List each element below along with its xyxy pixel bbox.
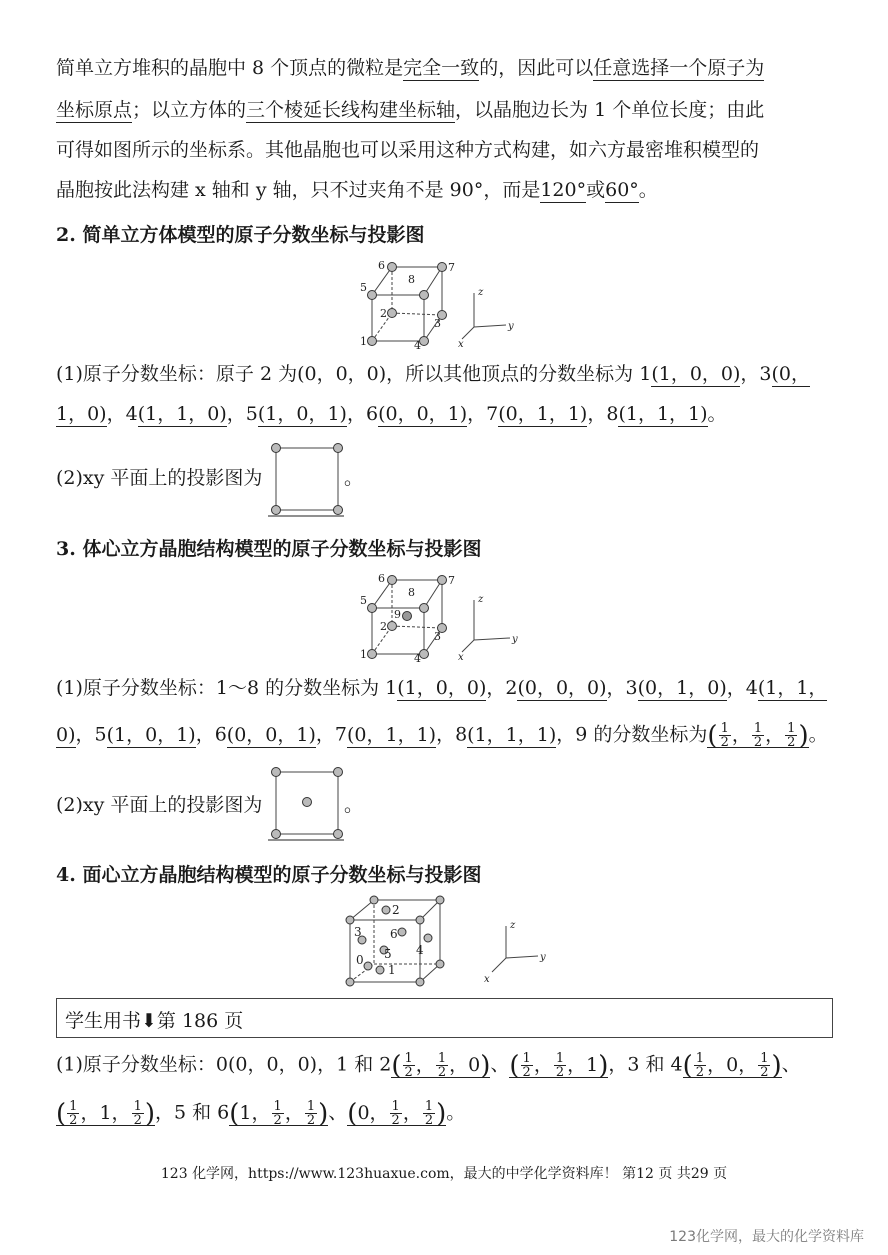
atom-8 (420, 291, 429, 300)
svg-text:5: 5 (360, 281, 367, 294)
svg-text:2: 2 (392, 903, 400, 917)
svg-text:3: 3 (354, 925, 362, 939)
sec3-coords-line-1: (1)原子分数坐标：1～8 的分数坐标为 1(1，0，0)，2(0，0，0)，3(0，1，0)，4(1，1， (56, 677, 828, 699)
bcc-projection (266, 764, 346, 844)
svg-text:1: 1 (388, 963, 396, 977)
svg-text:x: x (458, 339, 464, 350)
atom-5 (368, 291, 377, 300)
svg-text:2: 2 (380, 620, 387, 633)
svg-text:1: 1 (360, 648, 367, 661)
svg-text:y: y (512, 634, 518, 645)
intro-line-4: 晶胞按此法构建 x 轴和 y 轴，只不过夹角不是 90°，而是120°或60°。 (56, 179, 658, 201)
page-footer: 123 化学网，https://www.123huaxue.com，最大的中学化学资料库！ 第12 页 共29 页 (160, 1166, 728, 1182)
atom-9-body-center (403, 612, 412, 621)
svg-text:4: 4 (414, 652, 421, 663)
svg-text:y: y (540, 952, 546, 963)
svg-text:6: 6 (378, 572, 385, 585)
svg-text:z: z (510, 920, 516, 931)
svg-text:5: 5 (360, 594, 367, 607)
svg-text:3: 3 (434, 317, 441, 330)
svg-text:x: x (458, 652, 464, 663)
watermark: 123化学网，最大的化学资料库 (669, 1229, 864, 1245)
sc-projection (266, 440, 346, 518)
svg-text:1: 1 (360, 335, 367, 348)
fcc-figure (340, 892, 560, 992)
section-4-heading: 4. 面心立方晶胞结构模型的原子分数坐标与投影图 (56, 864, 482, 886)
bcc-figure (350, 568, 530, 663)
atom-6 (388, 263, 397, 272)
svg-text:2: 2 (380, 307, 387, 320)
svg-text:x: x (484, 974, 490, 985)
svg-text:4: 4 (416, 943, 424, 957)
atom-2 (388, 309, 397, 318)
simple-cubic-figure (350, 255, 530, 350)
svg-text:8: 8 (408, 273, 415, 286)
section-2-heading: 2. 简单立方体模型的原子分数坐标与投影图 (56, 224, 425, 246)
page-reference-box: 学生用书⬇第 186 页 (56, 998, 833, 1038)
atom-1 (368, 337, 377, 346)
svg-text:7: 7 (448, 574, 455, 587)
section-3-heading: 3. 体心立方晶胞结构模型的原子分数坐标与投影图 (56, 538, 482, 560)
svg-text:0: 0 (356, 953, 364, 967)
sec3-coords-line-2: 0)，5(1，0，1)，6(0，0，1)，7(0，1，1)，8(1，1，1)，9 的分数坐标为( $\frac{1}{2}$ ， $\frac{1}{2}$ ， $\frac{1}{2}$ )。 (56, 720, 828, 751)
sec3-projection-text: (2)xy 平面上的投影图为 (56, 794, 263, 816)
intro-line-1: 简单立方堆积的晶胞中 8 个顶点的微粒是完全一致的，因此可以任意选择一个原子为 (56, 57, 765, 79)
svg-text:z: z (478, 594, 484, 605)
sec2-coords-line-2: 1，0)，4(1，1，0)，5(1，0，1)，6(0，0，1)，7(0，1，1)，8(1，1，1)。 (56, 403, 727, 425)
svg-text:4: 4 (414, 339, 421, 350)
sec2-projection-text: (2)xy 平面上的投影图为 (56, 467, 263, 489)
svg-text:6: 6 (390, 927, 398, 941)
intro-line-3: 可得如图所示的坐标系。其他晶胞也可以采用这种方式构建，如六方最密堆积模型的 (56, 139, 760, 161)
atom-7 (438, 263, 447, 272)
sec4-coords-line-2: ( $\frac{1}{2}$ ，1， $\frac{1}{2}$ )，5 和 6(1， $\frac{1}{2}$ ， $\frac{1}{2}$ )、(0， $\frac{1}{2}$ ， $\frac{1}{2}$ )。 (56, 1098, 466, 1129)
svg-text:6: 6 (378, 259, 385, 272)
svg-text:5: 5 (384, 947, 392, 961)
svg-text:7: 7 (448, 261, 455, 274)
svg-text:8: 8 (408, 586, 415, 599)
svg-text:y: y (508, 321, 514, 332)
svg-text:z: z (478, 287, 484, 298)
intro-line-2: 坐标原点；以立方体的三个棱延长线构建坐标轴，以晶胞边长为 1 个单位长度；由此 (56, 99, 765, 121)
sec2-coords-line-1: (1)原子分数坐标：原子 2 为(0，0，0)，所以其他顶点的分数坐标为 1(1，0，0)，3(0， (56, 363, 811, 385)
svg-text:9: 9 (394, 608, 401, 621)
svg-text:3: 3 (434, 630, 441, 643)
sec4-coords-line-1: (1)原子分数坐标：0(0，0，0)，1 和 2( $\frac{1}{2}$ ， $\frac{1}{2}$ ，0)、( $\frac{1}{2}$ ， $\frac{1}{2}$ ，1)，3 和 4( $\frac{1}{2}$ ，0， $\frac{1}{2}$ )、 (56, 1050, 801, 1081)
